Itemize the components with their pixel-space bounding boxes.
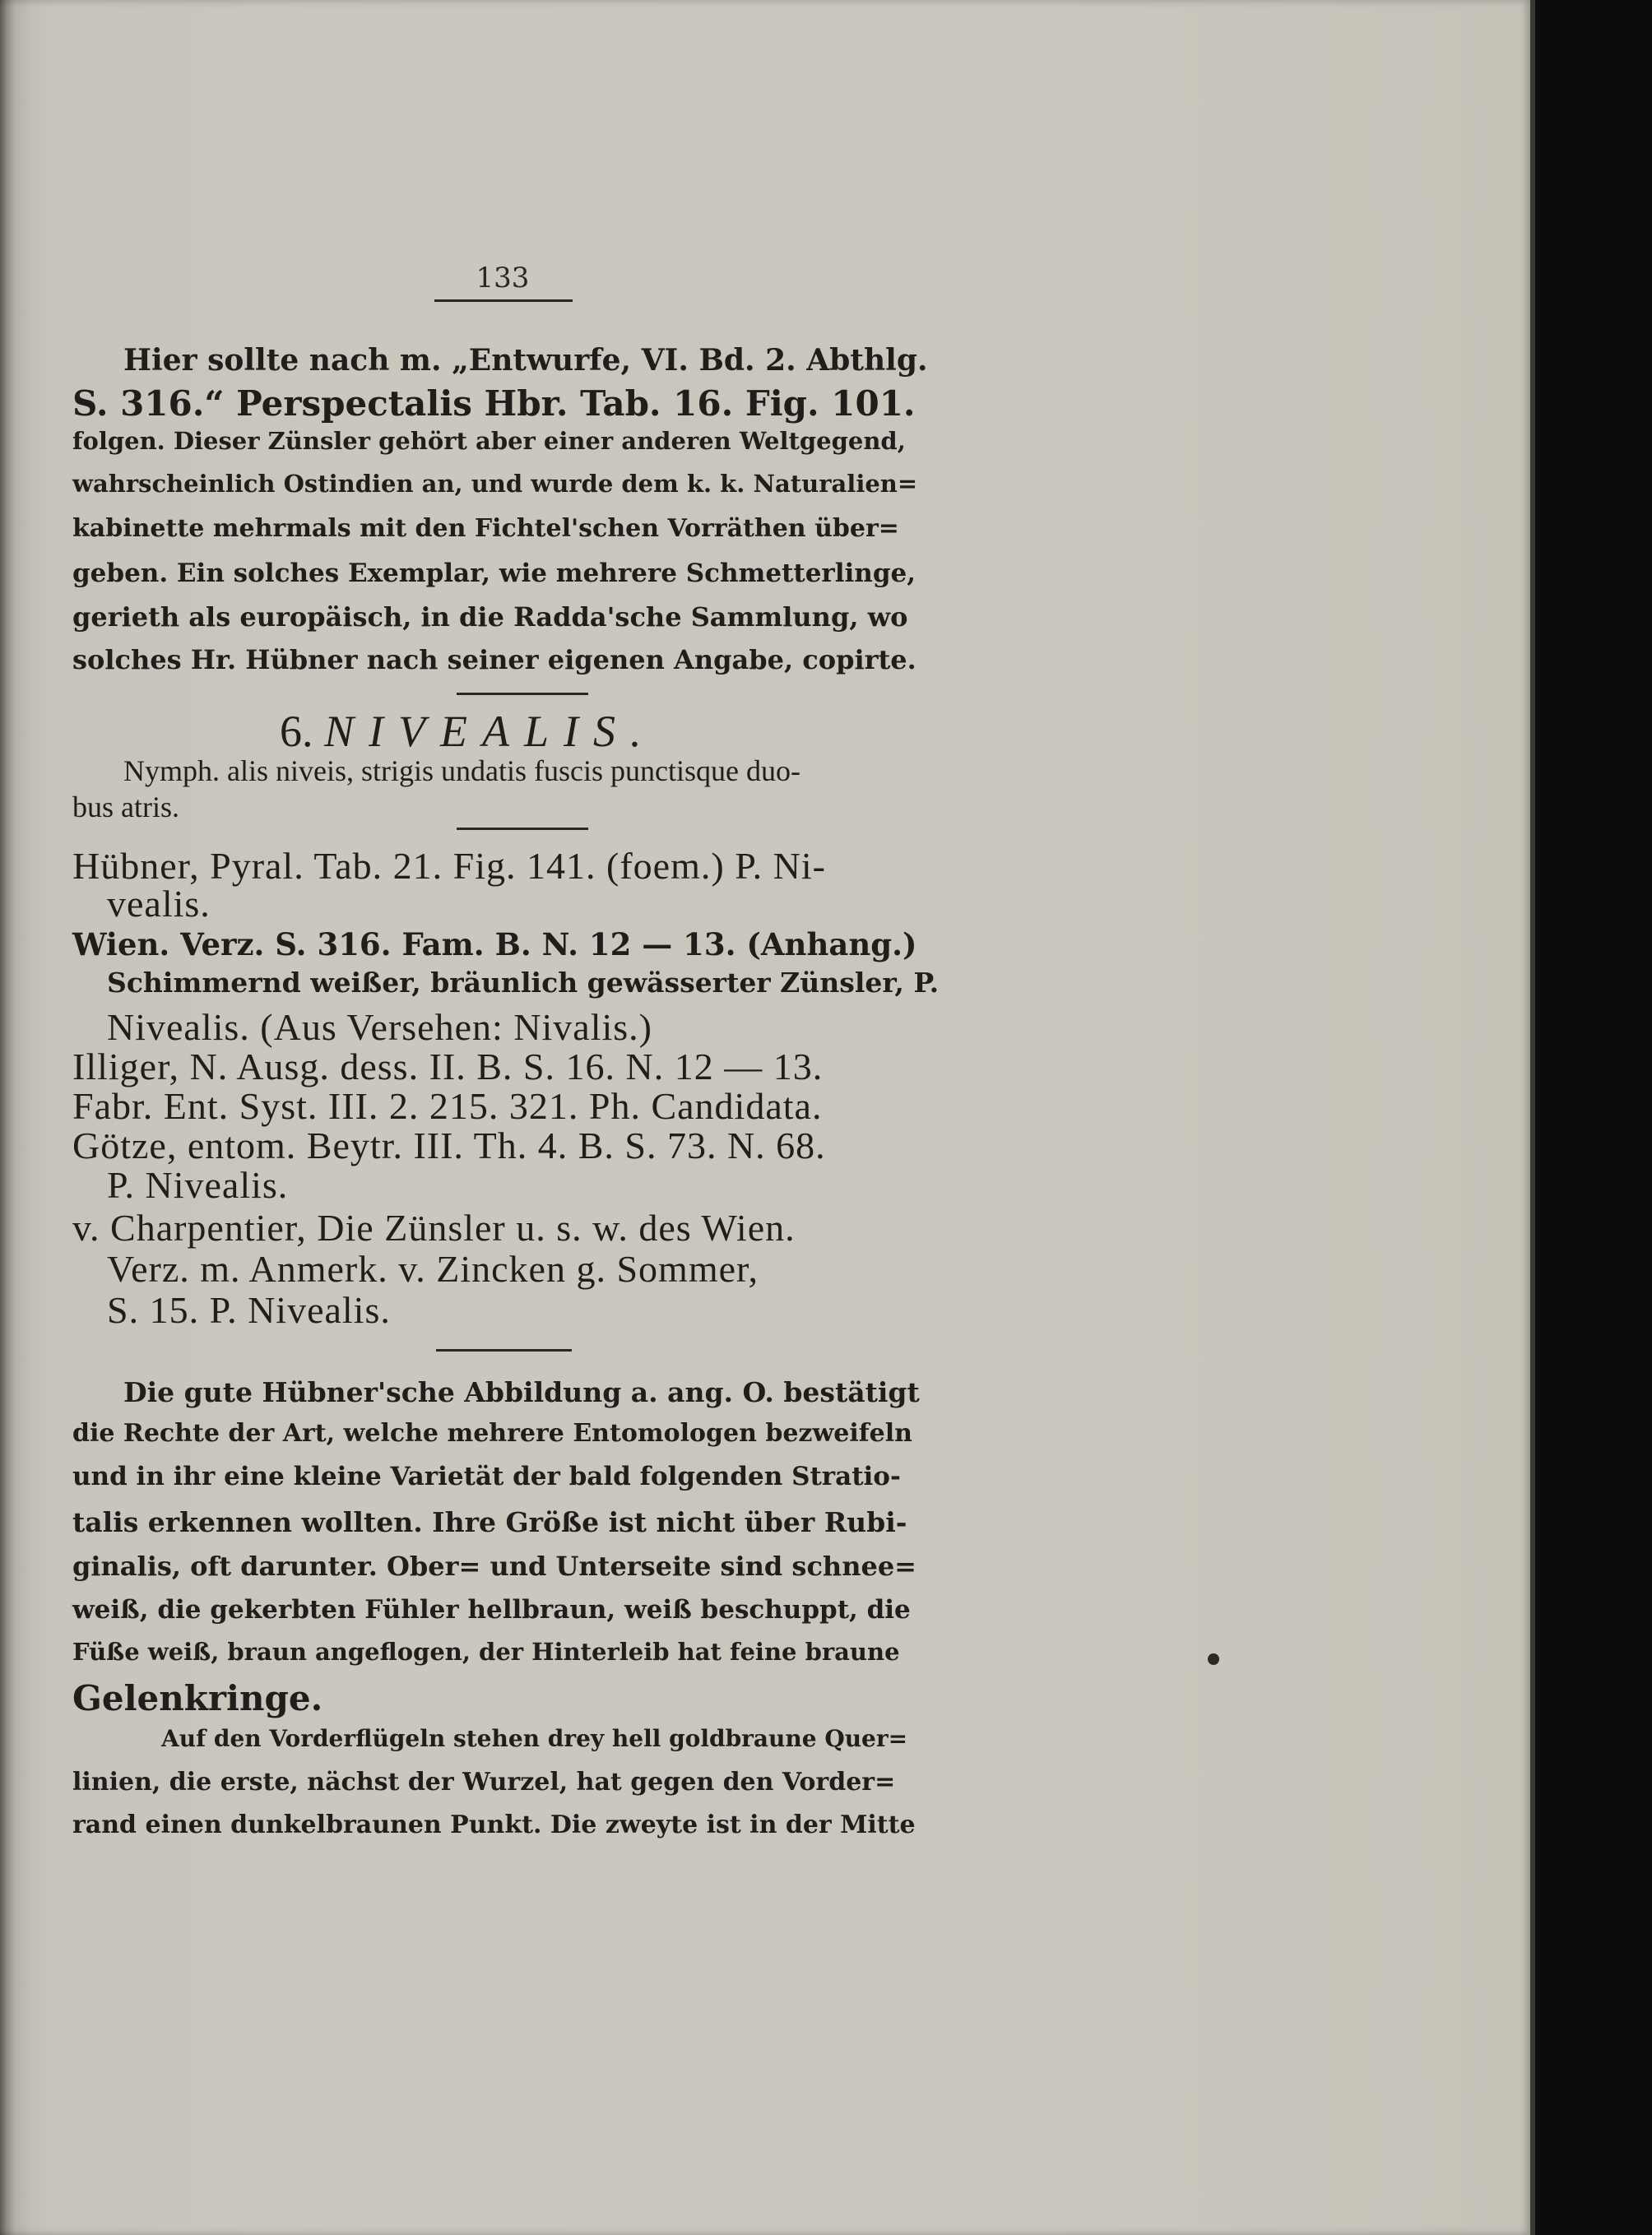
paragraph3-line-1: Auf den Vorderflügeln stehen drey hell goldbraune Quer=: [161, 1725, 908, 1752]
paragraph3-line-3: rand einen dunkelbraunen Punkt. Die zweyte ist in der Mitte: [72, 1811, 916, 1839]
synonym-line-2: vealis.: [107, 883, 211, 925]
species-number: 6.: [280, 707, 313, 756]
paragraph1-line-6: geben. Ein solches Exemplar, wie mehrere Schmetterlinge,: [72, 559, 916, 588]
paragraph2-line-1: Die gute Hübner'sche Abbildung a. ang. O. bestätigt: [123, 1376, 920, 1408]
ink-speck: [1208, 1653, 1219, 1665]
paragraph2-line-5: ginalis, oft darunter. Ober= und Unterseite sind schnee=: [72, 1551, 916, 1582]
paragraph1-line-1: Hier sollte nach m. „Entwurfe, VI. Bd. 2. Abthlg.: [123, 343, 928, 378]
synonym-line-1: Hübner, Pyral. Tab. 21. Fig. 141. (foem.) P. Ni-: [72, 845, 827, 887]
paragraph1-line-7: gerieth als europäisch, in die Radda'sche Sammlung, wo: [72, 601, 908, 633]
paragraph1-line-5: kabinette mehrmals mit den Fichtel'schen Vorräthen über=: [72, 514, 899, 543]
synonym-line-12: S. 15. P. Nivealis.: [107, 1289, 391, 1331]
section-rule-3: [436, 1349, 572, 1352]
paragraph1-line-4: wahrscheinlich Ostindien an, und wurde dem k. k. Naturalien=: [72, 470, 918, 498]
species-name: NIVEALIS.: [324, 707, 657, 756]
paragraph2-line-3: und in ihr eine kleine Varietät der bald folgenden Stratio-: [72, 1462, 901, 1491]
synonym-line-8: Götze, entom. Beytr. III. Th. 4. B. S. 73. N. 68.: [72, 1124, 826, 1166]
synonym-line-7: Fabr. Ent. Syst. III. 2. 215. 321. Ph. Candidata.: [72, 1085, 823, 1127]
synonym-line-4: Schimmernd weißer, bräunlich gewässerter Zünsler, P.: [107, 967, 940, 999]
synonym-line-10: v. Charpentier, Die Zünsler u. s. w. des Wien.: [72, 1207, 796, 1249]
diagnosis-line-2: bus atris.: [72, 791, 179, 823]
paragraph3-line-2: linien, die erste, nächst der Wurzel, hat gegen den Vorder=: [72, 1768, 896, 1797]
diagnosis-line-1: Nymph. alis niveis, strigis undatis fuscis punctisque duo-: [123, 754, 800, 787]
paragraph2-line-2: die Rechte der Art, welche mehrere Entomologen bezweifeln: [72, 1419, 912, 1448]
paragraph2-line-7: Füße weiß, braun angeflogen, der Hinterleib hat feine braune: [72, 1638, 900, 1666]
paragraph1-line-2: S. 316.“ Perspectalis Hbr. Tab. 16. Fig. 101.: [72, 383, 916, 424]
synonym-line-11: Verz. m. Anmerk. v. Zincken g. Sommer,: [107, 1248, 759, 1290]
synonym-line-3: Wien. Verz. S. 316. Fam. B. N. 12 — 13. (Anhang.): [72, 926, 917, 962]
section-rule-2: [457, 828, 588, 830]
synonym-line-5: Nivealis. (Aus Versehen: Nivalis.): [107, 1006, 652, 1048]
page-number: 133: [476, 262, 530, 294]
section-rule-1: [457, 693, 588, 695]
paragraph2-line-8: Gelenkringe.: [72, 1678, 323, 1718]
synonym-line-6: Illiger, N. Ausg. dess. II. B. S. 16. N. 12 — 13.: [72, 1046, 824, 1087]
species-heading: [280, 706, 856, 757]
page-number-rule: [434, 299, 573, 302]
paragraph1-line-3: folgen. Dieser Zünsler gehört aber einer anderen Weltgegend,: [72, 427, 906, 455]
paragraph2-line-4: talis erkennen wollten. Ihre Größe ist nicht über Rubi-: [72, 1506, 907, 1538]
paragraph1-line-8: solches Hr. Hübner nach seiner eigenen Angabe, copirte.: [72, 644, 916, 675]
paragraph2-line-6: weiß, die gekerbten Fühler hellbraun, weiß beschuppt, die: [72, 1595, 911, 1625]
synonym-line-9: P. Nivealis.: [107, 1164, 289, 1206]
